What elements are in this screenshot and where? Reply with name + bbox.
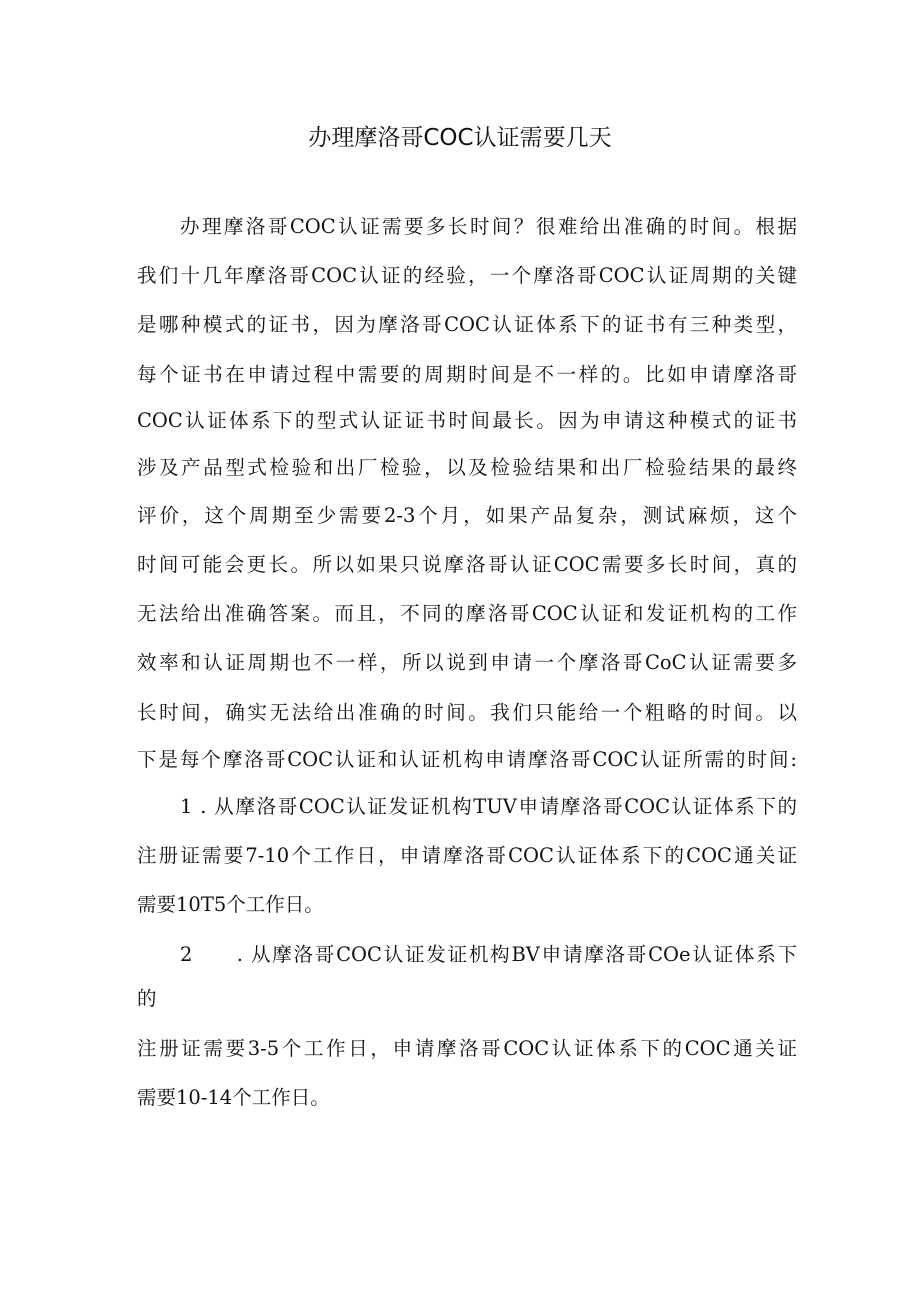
paragraph-line: 评价，这个周期至少需要2-3个月，如果产品复杂，测试麻烦，这个 bbox=[137, 504, 797, 527]
paragraph-line: 下是每个摩洛哥COC认证和认证机构申请摩洛哥COC认证所需的时间: bbox=[137, 748, 797, 771]
paragraph-line: 是哪种模式的证书，因为摩洛哥COC认证体系下的证书有三种类型， bbox=[137, 313, 797, 336]
list-item-line: 2 . 从摩洛哥COC认证发证机构BV申请摩洛哥COe认证体系下 bbox=[180, 943, 797, 966]
paragraph-line: 无法给出准确答案。而且，不同的摩洛哥COC认证和发证机构的工作 bbox=[137, 602, 797, 625]
paragraph-line: COC认证体系下的型式认证证书时间最长。因为申请这种模式的证书 bbox=[137, 409, 797, 432]
list-item-line: 1 . 从摩洛哥COC认证发证机构TUV申请摩洛哥COC认证体系下的 bbox=[180, 795, 797, 818]
list-item-line: 需要10T5个工作日。 bbox=[137, 893, 324, 916]
paragraph-line: 每个证书在申请过程中需要的周期时间是不一样的。比如申请摩洛哥 bbox=[137, 363, 797, 386]
list-item-line: 需要10-14个工作日。 bbox=[137, 1086, 330, 1109]
list-item-line: 注册证需要7-10个工作日，申请摩洛哥COC认证体系下的COC通关证 bbox=[137, 844, 797, 867]
paragraph-line: 效率和认证周期也不一样，所以说到申请一个摩洛哥CoC认证需要多 bbox=[137, 651, 797, 674]
list-item-line: 注册证需要3-5个工作日，申请摩洛哥COC认证体系下的COC通关证 bbox=[137, 1037, 797, 1060]
paragraph-line: 时间可能会更长。所以如果只说摩洛哥认证COC需要多长时间，真的 bbox=[137, 553, 797, 576]
paragraph-line: 办理摩洛哥COC认证需要多长时间？很难给出准确的时间。根据 bbox=[180, 215, 797, 238]
paragraph-line: 我们十几年摩洛哥COC认证的经验，一个摩洛哥COC认证周期的关键 bbox=[137, 264, 797, 287]
list-item-line: 的 bbox=[137, 987, 157, 1010]
paragraph-line: 涉及产品型式检验和出厂检验，以及检验结果和出厂检验结果的最终 bbox=[137, 456, 797, 479]
paragraph-line: 长时间，确实无法给出准确的时间。我们只能给一个粗略的时间。以 bbox=[137, 701, 797, 724]
page-title: 办理摩洛哥COC认证需要几天 bbox=[308, 125, 612, 151]
